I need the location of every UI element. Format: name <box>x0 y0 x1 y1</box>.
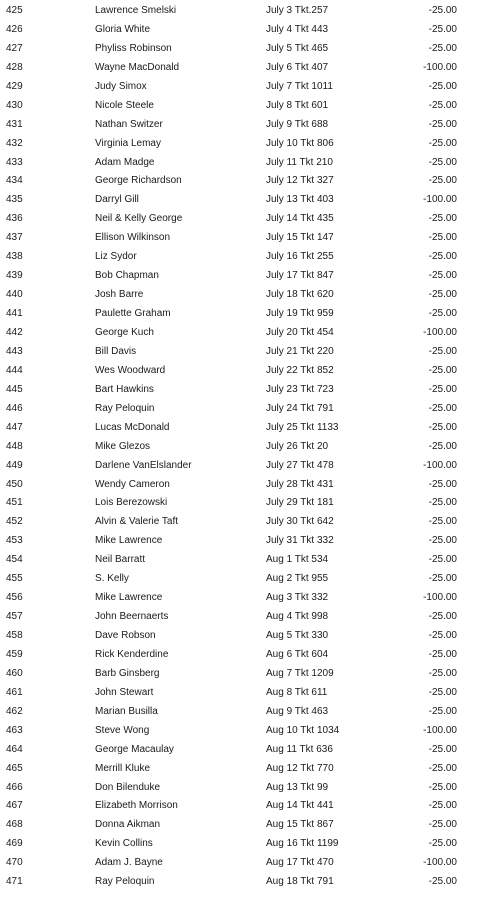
donor-name: Phyliss Robinson <box>95 42 172 54</box>
table-row <box>0 815 481 834</box>
amount: -100.00 <box>423 194 457 206</box>
donor-name: Adam J. Bayne <box>95 857 163 869</box>
ticket-description: July 7 Tkt 1011 <box>266 80 333 92</box>
table-row <box>0 512 481 531</box>
amount: -25.00 <box>428 80 457 92</box>
table-row <box>0 493 481 512</box>
donor-name: John Stewart <box>95 686 154 698</box>
entry-number: 469 <box>6 838 23 850</box>
entry-number: 466 <box>6 781 23 793</box>
amount: -100.00 <box>423 326 457 338</box>
table-row <box>0 153 481 172</box>
entry-number: 462 <box>6 705 23 717</box>
entry-number: 461 <box>6 686 23 698</box>
amount: -25.00 <box>428 611 457 623</box>
amount: -25.00 <box>428 402 457 414</box>
ticket-description: July 16 Tkt 255 <box>266 251 334 263</box>
amount: -25.00 <box>428 497 457 509</box>
ticket-description: Aug 5 Tkt 330 <box>266 630 329 642</box>
entry-number: 441 <box>6 308 23 320</box>
entry-number: 446 <box>6 402 23 414</box>
ticket-description: July 8 Tkt 601 <box>266 99 329 111</box>
entry-number: 436 <box>6 213 23 225</box>
ticket-description: July 12 Tkt 327 <box>266 175 334 187</box>
ticket-description: July 3 Tkt.257 <box>266 5 329 16</box>
donor-name: Neil & Kelly George <box>95 213 183 225</box>
ticket-description: Aug 10 Tkt 1034 <box>266 724 340 736</box>
amount: -25.00 <box>428 781 457 793</box>
entry-number: 448 <box>6 440 23 452</box>
amount: -25.00 <box>428 156 457 168</box>
ticket-description: July 17 Tkt 847 <box>266 270 334 282</box>
ticket-description: Aug 18 Tkt 791 <box>266 876 334 888</box>
entry-number: 442 <box>6 326 23 338</box>
donor-name: Don Bilenduke <box>95 781 161 793</box>
amount: -100.00 <box>423 592 457 604</box>
amount: -25.00 <box>428 648 457 660</box>
donor-name: Nathan Switzer <box>95 118 163 130</box>
donor-name: Mike Lawrence <box>95 592 163 604</box>
table-row <box>0 475 481 494</box>
donor-name: Lawrence Smelski <box>95 5 177 16</box>
amount: -100.00 <box>423 61 457 73</box>
table-row <box>0 834 481 853</box>
ticket-description: July 14 Tkt 435 <box>266 213 334 225</box>
ticket-description: July 9 Tkt 688 <box>266 118 329 130</box>
donor-name: Ray Peloquin <box>95 876 155 888</box>
table-row <box>0 209 481 228</box>
amount: -25.00 <box>428 705 457 717</box>
amount: -25.00 <box>428 23 457 35</box>
entry-number: 433 <box>6 156 23 168</box>
ticket-description: July 11 Tkt 210 <box>266 156 333 168</box>
donor-name: Ray Peloquin <box>95 402 155 414</box>
donor-name: Darryl Gill <box>95 194 139 206</box>
table-row <box>0 228 481 247</box>
donor-name: Adam Madge <box>95 156 155 168</box>
amount: -25.00 <box>428 630 457 642</box>
entry-number: 431 <box>6 118 23 130</box>
donor-name: Darlene VanElslander <box>95 459 192 471</box>
ticket-description: July 23 Tkt 723 <box>266 383 334 395</box>
entry-number: 434 <box>6 175 23 187</box>
ticket-description: Aug 2 Tkt 955 <box>266 573 329 585</box>
amount: -25.00 <box>428 270 457 282</box>
donor-name: George Macaulay <box>95 743 174 755</box>
entry-number: 439 <box>6 270 23 282</box>
table-row <box>0 380 481 399</box>
donor-name: Bart Hawkins <box>95 383 154 395</box>
table-row <box>0 304 481 323</box>
ticket-description: July 13 Tkt 403 <box>266 194 334 206</box>
donor-name: Virginia Lemay <box>95 137 161 149</box>
entry-number: 450 <box>6 478 23 490</box>
ticket-description: July 15 Tkt 147 <box>266 232 334 244</box>
table-row <box>0 569 481 588</box>
table-row <box>0 418 481 437</box>
ticket-description: July 21 Tkt 220 <box>266 345 334 357</box>
entry-number: 463 <box>6 724 23 736</box>
table-row <box>0 77 481 96</box>
entry-number: 445 <box>6 383 23 395</box>
table-row <box>0 872 481 891</box>
amount: -25.00 <box>428 213 457 225</box>
amount: -100.00 <box>423 724 457 736</box>
amount: -25.00 <box>428 800 457 812</box>
entry-number: 470 <box>6 857 23 869</box>
table-row <box>0 853 481 872</box>
ticket-description: Aug 6 Tkt 604 <box>266 648 329 660</box>
amount: -25.00 <box>428 232 457 244</box>
entry-number: 437 <box>6 232 23 244</box>
donor-name: Paulette Graham <box>95 308 171 320</box>
amount: -25.00 <box>428 137 457 149</box>
ticket-description: Aug 17 Tkt 470 <box>266 857 334 869</box>
amount: -25.00 <box>428 289 457 301</box>
entry-number: 444 <box>6 364 23 376</box>
table-row <box>0 171 481 190</box>
entry-number: 435 <box>6 194 23 206</box>
amount: -25.00 <box>428 345 457 357</box>
amount: -25.00 <box>428 364 457 376</box>
donor-name: Wendy Cameron <box>95 478 170 490</box>
table-row <box>0 247 481 266</box>
ticket-description: Aug 7 Tkt 1209 <box>266 667 334 679</box>
donor-name: Lucas McDonald <box>95 421 170 433</box>
table-row <box>0 796 481 815</box>
ticket-description: Aug 14 Tkt 441 <box>266 800 334 812</box>
entry-number: 443 <box>6 345 23 357</box>
entry-number: 432 <box>6 137 23 149</box>
amount: -25.00 <box>428 554 457 566</box>
entry-number: 449 <box>6 459 23 471</box>
table-row <box>0 266 481 285</box>
amount: -100.00 <box>423 857 457 869</box>
amount: -25.00 <box>428 819 457 831</box>
donor-name: Bob Chapman <box>95 270 159 282</box>
ticket-description: Aug 13 Tkt 99 <box>266 781 329 793</box>
ticket-description: Aug 16 Tkt 1199 <box>266 838 339 850</box>
table-row <box>0 721 481 740</box>
table-row <box>0 115 481 134</box>
amount: -25.00 <box>428 383 457 395</box>
ticket-description: July 5 Tkt 465 <box>266 42 329 54</box>
table-row <box>0 645 481 664</box>
ticket-description: July 28 Tkt 431 <box>266 478 334 490</box>
donor-name: Bill Davis <box>95 345 137 357</box>
donor-name: Josh Barre <box>95 289 144 301</box>
table-row <box>0 683 481 702</box>
amount: -25.00 <box>428 99 457 111</box>
ticket-description: July 6 Tkt 407 <box>266 61 329 73</box>
ticket-description: July 22 Tkt 852 <box>266 364 334 376</box>
table-row <box>0 759 481 778</box>
amount: -25.00 <box>428 762 457 774</box>
entry-number: 438 <box>6 251 23 263</box>
donor-name: Lois Berezowski <box>95 497 168 509</box>
table-row <box>0 1 481 20</box>
entry-number: 468 <box>6 819 23 831</box>
donor-name: Dave Robson <box>95 630 156 642</box>
amount: -100.00 <box>423 459 457 471</box>
donor-name: Marian Busilla <box>95 705 158 717</box>
ticket-description: Aug 9 Tkt 463 <box>266 705 329 717</box>
ticket-description: Aug 12 Tkt 770 <box>266 762 334 774</box>
table-row <box>0 58 481 77</box>
entry-number: 430 <box>6 99 23 111</box>
amount: -25.00 <box>428 440 457 452</box>
ticket-description: July 18 Tkt 620 <box>266 289 334 301</box>
ticket-description: July 25 Tkt 1133 <box>266 421 339 433</box>
table-row <box>0 342 481 361</box>
ticket-description: July 30 Tkt 642 <box>266 516 334 528</box>
amount: -25.00 <box>428 686 457 698</box>
amount: -25.00 <box>428 838 457 850</box>
ticket-description: July 20 Tkt 454 <box>266 326 334 338</box>
amount: -25.00 <box>428 743 457 755</box>
donor-name: Ellison Wilkinson <box>95 232 171 244</box>
ticket-description: Aug 15 Tkt 867 <box>266 819 334 831</box>
table-row <box>0 626 481 645</box>
ticket-description: July 29 Tkt 181 <box>266 497 334 509</box>
entry-number: 459 <box>6 648 23 660</box>
amount: -25.00 <box>428 175 457 187</box>
amount: -25.00 <box>428 667 457 679</box>
table-row <box>0 778 481 797</box>
donor-name: John Beernaerts <box>95 611 169 623</box>
amount: -25.00 <box>428 421 457 433</box>
amount: -25.00 <box>428 573 457 585</box>
amount: -25.00 <box>428 308 457 320</box>
entry-number: 458 <box>6 630 23 642</box>
donor-name: Steve Wong <box>95 724 150 736</box>
entry-number: 453 <box>6 535 23 547</box>
table-row <box>0 740 481 759</box>
amount: -25.00 <box>428 516 457 528</box>
ticket-description: July 31 Tkt 332 <box>266 535 334 547</box>
amount: -25.00 <box>428 42 457 54</box>
donor-name: Donna Aikman <box>95 819 161 831</box>
table-row <box>0 588 481 607</box>
table-row <box>0 20 481 39</box>
entry-number: 447 <box>6 421 23 433</box>
entry-number: 428 <box>6 61 23 73</box>
entry-number: 427 <box>6 42 23 54</box>
donor-name: Alvin & Valerie Taft <box>95 516 179 528</box>
ticket-description: July 19 Tkt 959 <box>266 308 334 320</box>
entry-number: 460 <box>6 667 23 679</box>
amount: -25.00 <box>428 5 457 16</box>
table-row <box>0 39 481 58</box>
ticket-description: July 4 Tkt 443 <box>266 23 329 35</box>
donor-name: Elizabeth Morrison <box>95 800 178 812</box>
entry-number: 467 <box>6 800 23 812</box>
ticket-description: July 10 Tkt 806 <box>266 137 334 149</box>
entry-number: 465 <box>6 762 23 774</box>
entry-number: 451 <box>6 497 23 509</box>
entry-number: 457 <box>6 611 23 623</box>
donor-name: Mike Glezos <box>95 440 151 452</box>
donor-name: Liz Sydor <box>95 251 137 263</box>
entry-number: 456 <box>6 592 23 604</box>
table-row <box>0 664 481 683</box>
table-row <box>0 550 481 569</box>
ticket-description: Aug 8 Tkt 611 <box>266 686 328 698</box>
table-row <box>0 134 481 153</box>
donor-name: Mike Lawrence <box>95 535 163 547</box>
amount: -25.00 <box>428 535 457 547</box>
entry-number: 452 <box>6 516 23 528</box>
table-row <box>0 456 481 475</box>
table-row <box>0 96 481 115</box>
entry-number: 425 <box>6 5 23 16</box>
entry-number: 429 <box>6 80 23 92</box>
ticket-description: Aug 3 Tkt 332 <box>266 592 329 604</box>
entry-number: 455 <box>6 573 23 585</box>
entry-number: 471 <box>6 876 23 888</box>
table-row <box>0 531 481 550</box>
table-row <box>0 190 481 209</box>
donor-name: George Richardson <box>95 175 182 187</box>
donor-name: Barb Ginsberg <box>95 667 160 679</box>
table-row <box>0 702 481 721</box>
entry-number: 426 <box>6 23 23 35</box>
donor-name: George Kuch <box>95 326 154 338</box>
amount: -25.00 <box>428 118 457 130</box>
ticket-description: July 24 Tkt 791 <box>266 402 334 414</box>
amount: -25.00 <box>428 478 457 490</box>
table-row <box>0 437 481 456</box>
donor-name: Gloria White <box>95 23 151 35</box>
donor-name: Judy Simox <box>95 80 147 92</box>
table-row <box>0 323 481 342</box>
table-row <box>0 361 481 380</box>
donor-name: Wes Woodward <box>95 364 166 376</box>
ticket-description: July 27 Tkt 478 <box>266 459 334 471</box>
table-row <box>0 607 481 626</box>
amount: -25.00 <box>428 251 457 263</box>
donor-name: Nicole Steele <box>95 99 154 111</box>
ticket-description: July 26 Tkt 20 <box>266 440 329 452</box>
table-row <box>0 399 481 418</box>
donor-name: Rick Kenderdine <box>95 648 169 660</box>
donor-name: Wayne MacDonald <box>95 61 180 73</box>
ticket-description: Aug 4 Tkt 998 <box>266 611 329 623</box>
ticket-description: Aug 11 Tkt 636 <box>266 743 333 755</box>
entry-number: 454 <box>6 554 23 566</box>
donor-name: Merrill Kluke <box>95 762 151 774</box>
entry-number: 440 <box>6 289 23 301</box>
donor-name: Neil Barratt <box>95 554 146 566</box>
table-row <box>0 285 481 304</box>
entry-number: 464 <box>6 743 23 755</box>
donor-name: S. Kelly <box>95 573 129 585</box>
amount: -25.00 <box>428 876 457 888</box>
donor-name: Kevin Collins <box>95 838 153 850</box>
ticket-description: Aug 1 Tkt 534 <box>266 554 329 566</box>
